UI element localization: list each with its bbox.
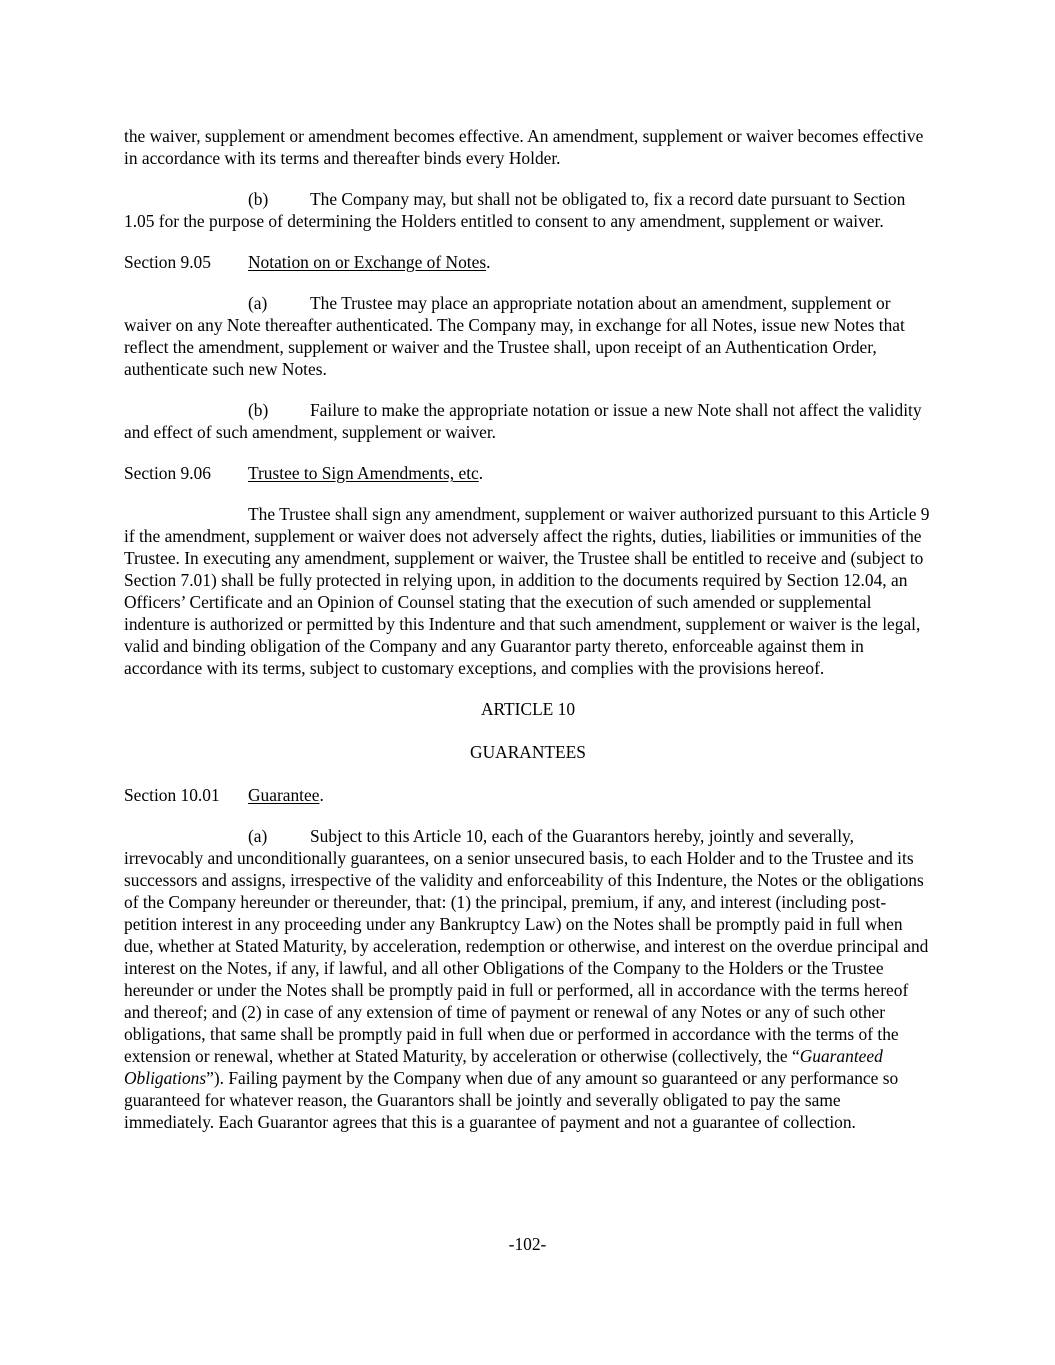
subsection-label: (b) bbox=[248, 189, 269, 209]
section-title: Notation on or Exchange of Notes bbox=[248, 252, 487, 272]
article-heading: ARTICLE 10 bbox=[480, 699, 576, 719]
section-number: Section 10.01 bbox=[124, 785, 220, 805]
section-title: Guarantee bbox=[248, 785, 320, 805]
paragraph-continuation: the waiver, supplement or amendment becomes effective. An amendment, supplement or waiver becomes effective in accordance with its terms and thereafter binds every Holder. bbox=[124, 126, 924, 168]
defined-term: Guaranteed Obligations bbox=[124, 1046, 883, 1088]
section-title: Trustee to Sign Amendments, etc bbox=[248, 463, 479, 483]
section-9-05-heading: Section 9.05 Notation on or Exchange of Notes. bbox=[124, 252, 491, 272]
paragraph-9-05-a: (a) The Trustee may place an appropriate notation about an amendment, supplement or waiver on any Note thereafter authenticated. The Company may, in exchange for all Notes, issue new Notes that reflect the amendment, supplement or waiver and the Trustee shall, upon receipt of an Authentication Order, authenticate such new Notes. bbox=[124, 293, 905, 379]
section-number: Section 9.05 bbox=[124, 252, 211, 272]
paragraph-10-01-a: (a) Subject to this Article 10, each of the Guarantors hereby, jointly and severally, irrevocably and unconditionally guarantees, on a senior unsecured basis, to each Holder and to the Trustee and its successors and assigns, irrespective of the validity and enforceability of this Indenture, the Notes or the obligations of the Company hereunder or thereunder, that: (1) the principal, premium, if any, and interest (including post-petition interest in any proceeding under any Bankruptcy Law) on the Notes shall be promptly paid in full when due, whether at Stated Maturity, by acceleration, redemption or otherwise, and interest on the overdue principal and interest on the Notes, if any, if lawful, and all other Obligations of the Company to the Holders or the Trustee hereunder or under the Notes shall be promptly paid in full or performed, all in accordance with the terms hereof and thereof; and (2) in case of any extension of time of payment or renewal of any Notes or any of such other obligations, that same shall be promptly paid in full when due or performed in accordance with the terms of the extension or renewal, whether at Stated Maturity, by acceleration or otherwise (collectively, the “Guaranteed Obligations”). Failing payment by the Company when due of any amount so guaranteed or any performance so guaranteed for whatever reason, the Guarantors shall be jointly and severally obligated to pay the same immediately. Each Guarantor agrees that this is a guarantee of payment and not a guarantee of collection. bbox=[124, 826, 929, 1132]
article-title: GUARANTEES bbox=[470, 742, 586, 762]
paragraph-9-04-b: (b) The Company may, but shall not be obligated to, fix a record date pursuant to Section 1.05 for the purpose of determining the Holders entitled to consent to any amendment, supplement or waiver. bbox=[124, 189, 906, 231]
paragraph-9-05-b: (b) Failure to make the appropriate notation or issue a new Note shall not affect the validity and effect of such amendment, supplement or waiver. bbox=[124, 400, 922, 442]
section-10-01-heading: Section 10.01 Guarantee. bbox=[124, 785, 324, 805]
subsection-label: (a) bbox=[248, 293, 268, 313]
section-number: Section 9.06 bbox=[124, 463, 211, 483]
subsection-label: (a) bbox=[248, 826, 268, 846]
section-9-06-heading: Section 9.06 Trustee to Sign Amendments, etc. bbox=[124, 463, 484, 483]
document-page bbox=[124, 125, 932, 1152]
subsection-label: (b) bbox=[248, 400, 269, 420]
paragraph-9-06: The Trustee shall sign any amendment, supplement or waiver authorized pursuant to this Article 9 if the amendment, supplement or waiver does not adversely affect the rights, duties, liabilities or immunities of the Trustee. In executing any amendment, supplement or waiver, the Trustee shall be entitled to receive and (subject to Section 7.01) shall be fully protected in relying upon, in addition to the documents required by Section 12.04, an Officers’ Certificate and an Opinion of Counsel stating that the execution of such amended or supplemental indenture is authorized or permitted by this Indenture and that such amendment, supplement or waiver is the legal, valid and binding obligation of the Company and any Guarantor party thereto, enforceable against them in accordance with its terms, subject to customary exceptions, and complies with the provisions hereof. bbox=[124, 504, 930, 678]
page-number: -102- bbox=[508, 1234, 547, 1254]
